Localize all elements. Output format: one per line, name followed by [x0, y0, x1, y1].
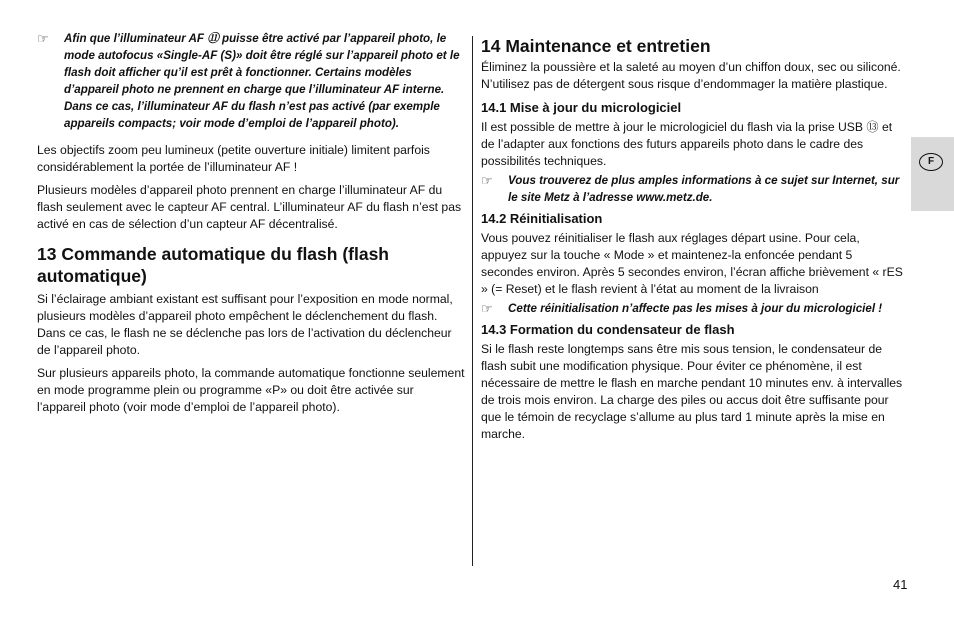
heading-14-3: 14.3 Formation du condensateur de flash	[481, 322, 735, 337]
note-text: Afin que l’illuminateur AF ⑪ puisse être activé par l’appareil photo, le mode autofocus «Single-AF (S)» doit être réglé sur l’appareil photo et le flash doit afficher qu’il est prêt à fonctionner. Certains modèles d’appareil photo ne prennent en charge que l’illuminateur AF interne. Dans ce cas, l’illuminateur AF du flash n’est pas activé (par exemple appareils compacts; voir mode d’emploi de l’appareil photo).	[64, 32, 460, 130]
heading-section-14: 14 Maintenance et entretien	[481, 36, 711, 56]
paragraph-ambient: Si l’éclairage ambiant existant est suffisant pour l’exposition en mode normal, plusieurs modèles d’appareil photo empêchent le déclenchement du flash. Dans ce cas, le flash ne se déclenche pas lors de l’activation du déclencheur de l’appareil photo.	[37, 292, 453, 357]
note-metz-website	[481, 172, 903, 206]
note-af-illuminator	[37, 30, 465, 132]
heading-14-1: 14.1 Mise à jour du micrologiciel	[481, 100, 682, 115]
heading-section-13: 13 Commande automatique du flash (flash automatique)	[37, 244, 389, 286]
paragraph-firmware: Il est possible de mettre à jour le micrologiciel du flash via la prise USB ⑬ et de l’adapter aux fonctions des futurs appareils photo dans le cadre des possibilités techniques.	[481, 120, 893, 168]
pointing-hand-icon: ☞	[481, 173, 493, 188]
language-tab	[911, 137, 954, 211]
paragraph-zoom: Les objectifs zoom peu lumineux (petite ouverture initiale) limitent parfois considérablement la portée de l’illuminateur AF !	[37, 143, 430, 174]
paragraph-capacitor: Si le flash reste longtemps sans être mis sous tension, le condensateur de flash subit une modification physique. Pour éviter ce phénomène, il est nécessaire de mettre le flash en marche pendant 10 minutes env. à intervalles de trois mois environ. La charge des piles ou accus doit être suffisante pour que le témoin de recyclage s’allume au plus tard 1 minute après la mise en marche.	[481, 342, 903, 441]
paragraph-af-central: Plusieurs modèles d’appareil photo prennent en charge l’illuminateur AF du flash seulement avec le capteur AF central. L’illuminateur AF du flash n’est pas activé en cas de sélection d’un capteur AF décentralisé.	[37, 183, 462, 231]
note-reset-firmware	[481, 300, 903, 317]
pointing-hand-icon: ☞	[37, 31, 49, 46]
paragraph-cleaning: Éliminez la poussière et la saleté au moyen d’un chiffon doux, sec ou siliconé. N’utilisez pas de détergent sous risque d’endommager la matière plastique.	[481, 60, 901, 91]
language-tab-label: F	[919, 153, 943, 171]
note-text: Vous trouverez de plus amples informations à ce sujet sur Internet, sur le site Metz à l’adresse www.metz.de.	[508, 174, 900, 204]
pointing-hand-icon: ☞	[481, 301, 493, 316]
right-column	[481, 35, 903, 449]
paragraph-program-mode: Sur plusieurs appareils photo, la commande automatique fonctionne seulement en mode programme plein ou programme «P» ou doit être activée sur l’appareil photo (voir mode d’emploi de l’appareil photo).	[37, 366, 465, 414]
paragraph-reset: Vous pouvez réinitialiser le flash aux réglages départ usine. Pour cela, appuyez sur la touche « Mode » et maintenez-la enfoncée pendant 5 secondes environ. Après 5 secondes environ, l’écran affiche brièvement « rES » (= Reset) et le flash revient à l’état au moment de la livraison	[481, 231, 903, 296]
heading-14-2: 14.2 Réinitialisation	[481, 211, 603, 226]
note-text: Cette réinitialisation n’affecte pas les mises à jour du micrologiciel !	[508, 302, 883, 315]
page-number: 41	[893, 577, 908, 592]
column-divider	[472, 36, 473, 566]
left-column	[37, 30, 465, 422]
